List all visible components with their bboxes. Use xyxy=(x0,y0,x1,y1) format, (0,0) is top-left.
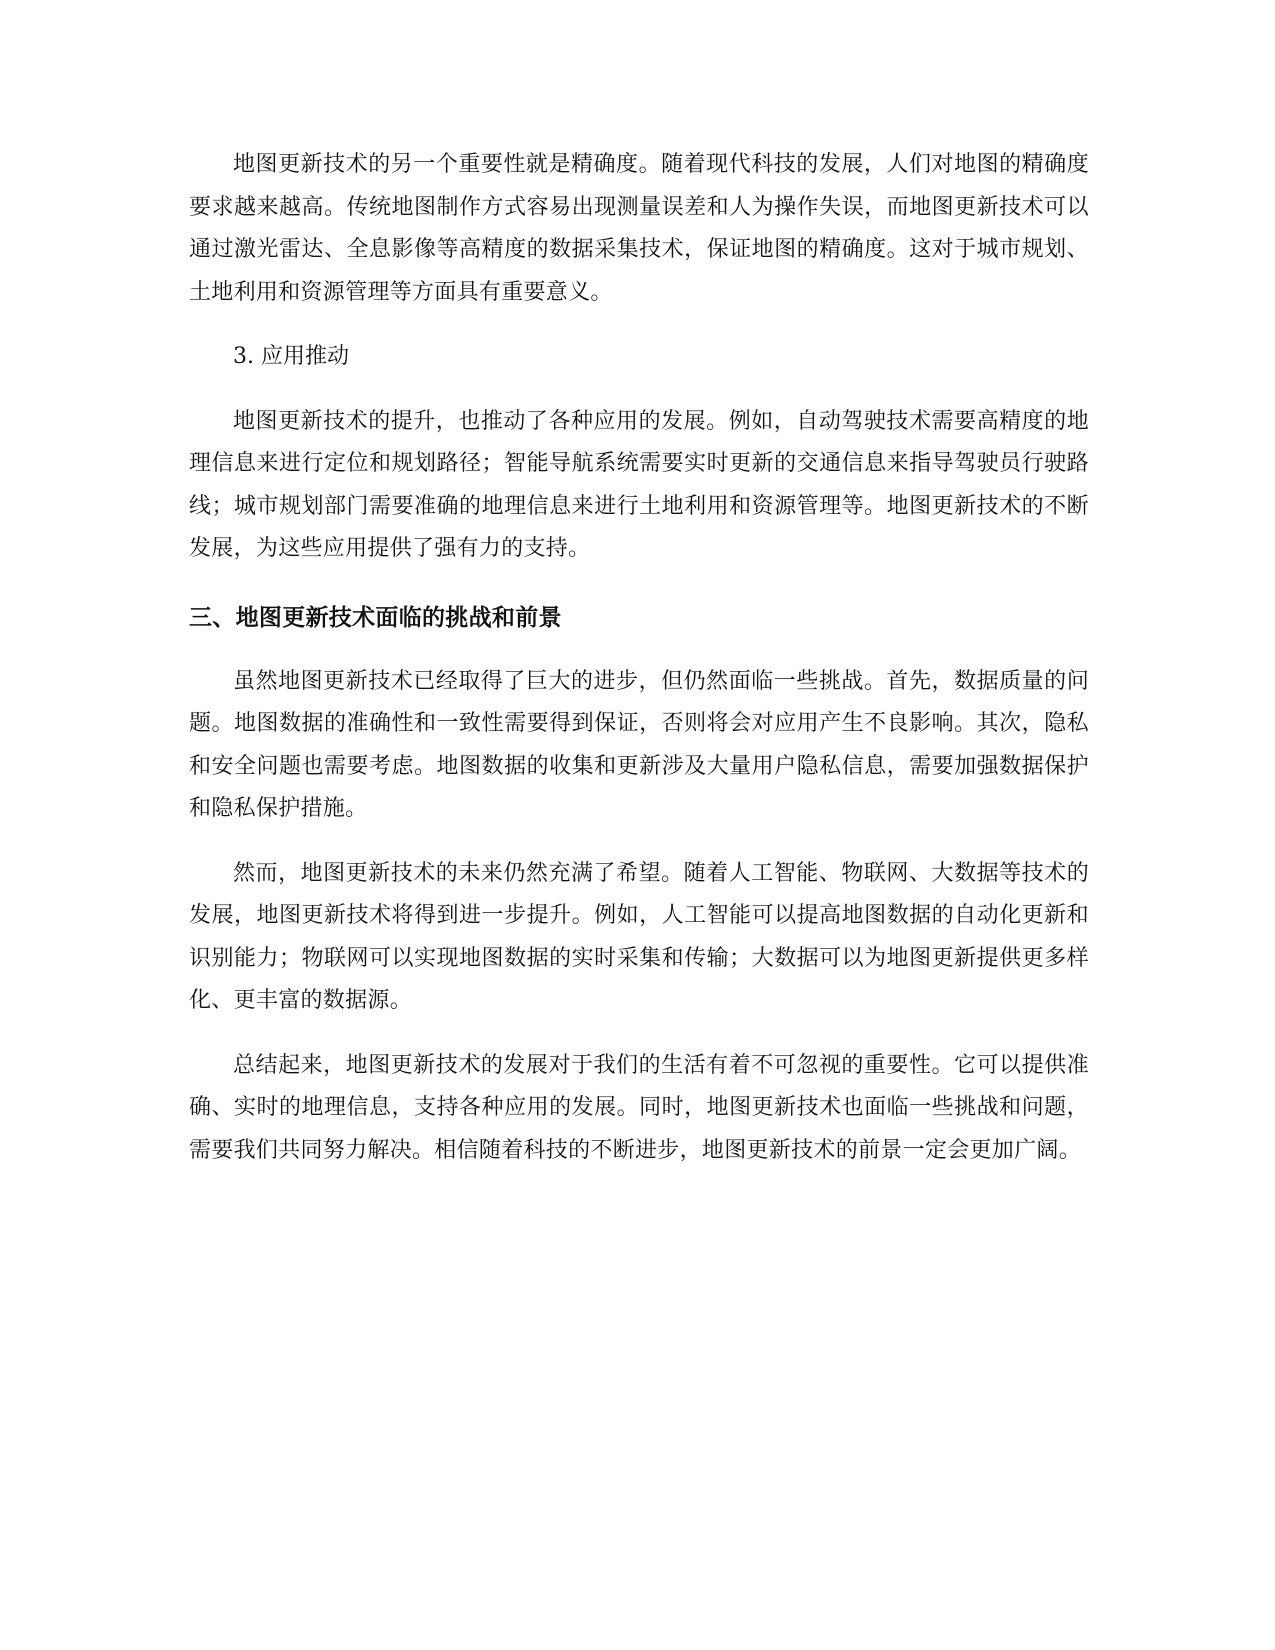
paragraph-summary: 总结起来，地图更新技术的发展对于我们的生活有着不可忽视的重要性。它可以提供准确、实时的地理信息，支持各种应用的发展。同时，地图更新技术也面临一些挑战和问题，需要我们共同努力解决。相信随着科技的不断进步，地图更新技术的前景一定会更加广阔。 xyxy=(189,1052,1089,1163)
paragraph-challenges: 虽然地图更新技术已经取得了巨大的进步，但仍然面临一些挑战。首先，数据质量的问题。地图数据的准确性和一致性需要得到保证，否则将会对应用产生不良影响。其次，隐私和安全问题也需要考虑。地图数据的收集和更新涉及大量用户隐私信息，需要加强数据保护和隐私保护措施。 xyxy=(189,668,1089,821)
paragraph-applications: 地图更新技术的提升，也推动了各种应用的发展。例如，自动驾驶技术需要高精度的地理信息来进行定位和规划路径；智能导航系统需要实时更新的交通信息来指导驾驶员行驶路线；城市规划部门需要准确的地理信息来进行土地利用和资源管理等。地图更新技术的不断发展，为这些应用提供了强有力的支持。 xyxy=(189,408,1089,561)
section-heading-challenges: 三、地图更新技术面临的挑战和前景 xyxy=(189,604,562,631)
list-item-application-drive: 3. 应用推动 xyxy=(233,344,349,369)
document-body xyxy=(189,144,1089,1172)
paragraph-future: 然而，地图更新技术的未来仍然充满了希望。随着人工智能、物联网、大数据等技术的发展，地图更新技术将得到进一步提升。例如，人工智能可以提高地图数据的自动化更新和识别能力；物联网可以实现地图数据的实时采集和传输；大数据可以为地图更新提供更多样化、更丰富的数据源。 xyxy=(189,860,1089,1013)
paragraph-precision: 地图更新技术的另一个重要性就是精确度。随着现代科技的发展，人们对地图的精确度要求越来越高。传统地图制作方式容易出现测量误差和人为操作失误，而地图更新技术可以通过激光雷达、全息影像等高精度的数据采集技术，保证地图的精确度。这对于城市规划、土地利用和资源管理等方面具有重要意义。 xyxy=(189,152,1089,305)
